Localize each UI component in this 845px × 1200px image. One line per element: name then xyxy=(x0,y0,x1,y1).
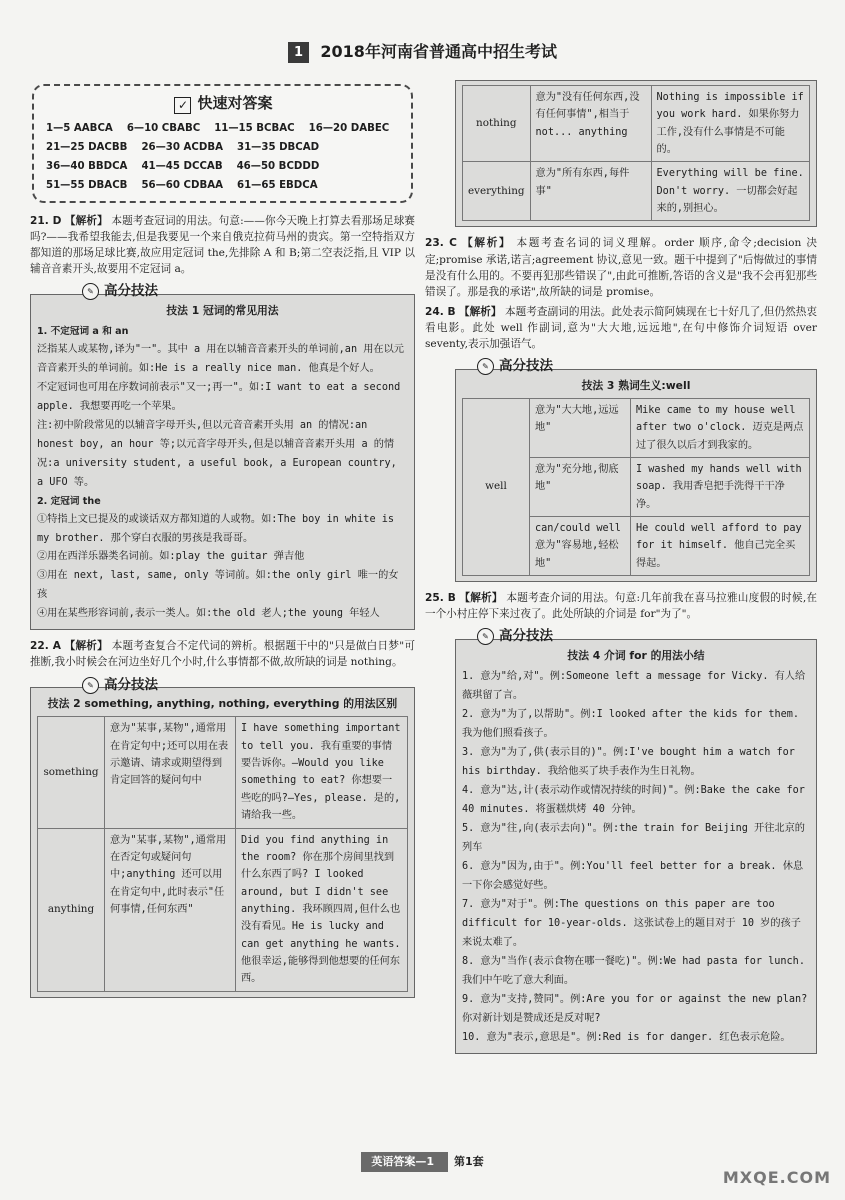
checkmark-icon: ✓ xyxy=(174,97,191,114)
pencil-icon: ✎ xyxy=(82,677,99,694)
table-cell-word: everything xyxy=(463,162,531,221)
quick-answers-box xyxy=(32,84,413,203)
question-24-explanation xyxy=(425,304,817,352)
table-cell-example: I washed my hands well with soap. 我用香皂把手洗得干干净净。 xyxy=(631,458,810,517)
answer-group: 11—15 BCBAC xyxy=(214,122,295,134)
table-cell-example: Mike came to my house well after two o'clock. 迈克是两点过了很久以后才到我家的。 xyxy=(631,398,810,457)
table-cell-meaning: can/could well 意为"容易地,轻松地" xyxy=(530,517,631,576)
answer-row xyxy=(46,176,401,195)
table-row xyxy=(463,162,810,221)
tip-heading-text: 高分技法 xyxy=(104,283,158,300)
question-number: 22. A xyxy=(30,640,61,653)
footer-section-label: 英语答案—1 xyxy=(361,1152,448,1172)
answer-group: 16—20 DABEC xyxy=(308,122,390,134)
analysis-label: 【解析】 xyxy=(462,237,512,250)
tip-2-table-continued xyxy=(455,80,817,227)
analysis-label: 【解析】 xyxy=(64,214,108,227)
tip-heading xyxy=(477,626,817,647)
analysis-text: 本题考查冠词的用法。句意:——你今天晚上打算去看那场足球赛吗?——我希望我能去,但是我要见一个来自俄克拉荷马州的贵宾。第一空特指双方都知道的那场足球比赛,故应用定冠词 the,先排除 A 和 B;第二空表泛指,且 VIP 以辅音音素开头,故要用不定冠词 a。 xyxy=(30,214,416,276)
tip-3-table xyxy=(462,398,810,576)
tip-heading-text: 高分技法 xyxy=(499,358,553,375)
table-cell-example: Nothing is impossible if you work hard. 如果你努力工作,没有什么事情是不可能的。 xyxy=(651,86,809,162)
tip-4-line: 5. 意为"往,向(表示去向)"。例:the train for Beijing 开往北京的列车 xyxy=(462,822,805,853)
question-22-explanation xyxy=(30,638,415,670)
tip-4-line: 10. 意为"表示,意思是"。例:Red is for danger. 红色表示危险。 xyxy=(462,1031,791,1043)
table-cell-example: Did you find anything in the room? 你在那个房间里找到什么东西了吗? I looked around, but I didn't see anything. 我环顾四周,但什么也没有看见。He is lucky and can get anything he wants. 他很幸运,能够得到他想要的任何东西。 xyxy=(236,828,408,991)
analysis-text: 本题考查复合不定代词的辨析。根据题干中的"只是做白日梦"可推断,我小时候会在河边坐好几个小时,什么事情都不做,故所缺的词是 nothing。 xyxy=(30,640,416,669)
answer-group: 26—30 ACDBA xyxy=(141,141,223,153)
question-number: 24. B xyxy=(425,305,456,318)
tip-4-line: 6. 意为"因为,由于"。例:You'll feel better for a break. 休息一下你会感觉好些。 xyxy=(462,860,804,891)
answer-group: 56—60 CDBAA xyxy=(141,179,223,191)
table-cell-example: Everything will be fine. Don't worry. 一切都会好起来的,别担心。 xyxy=(651,162,809,221)
tip-1-line: ③用在 next, last, same, only 等词前。如:the only girl 唯一的女孩 xyxy=(37,570,399,601)
question-number: 23. C xyxy=(425,237,457,250)
page-header xyxy=(0,40,845,70)
answer-group: 41—45 DCCAB xyxy=(141,160,223,172)
tip-1-body xyxy=(37,323,408,624)
tip-1-title: 技法 1 冠词的常见用法 xyxy=(166,303,279,317)
table-cell-word: something xyxy=(38,717,105,828)
tip-4-body xyxy=(462,668,810,1047)
answer-group: 1—5 AABCA xyxy=(46,122,113,134)
tip-2-box xyxy=(30,687,415,998)
table-cell-meaning: 意为"所有东西,每件事" xyxy=(530,162,651,221)
answer-group: 21—25 DACBB xyxy=(46,141,128,153)
tip-heading-text: 高分技法 xyxy=(499,628,553,645)
table-cell-meaning: 意为"没有任何东西,没有任何事情",相当于 not... anything xyxy=(530,86,651,162)
tip-4-line: 4. 意为"达,计(表示动作或情况持续的时间)"。例:Bake the cake for 40 minutes. 将蛋糕烘烤 40 分钟。 xyxy=(462,785,805,815)
footer-set-number: 第1套 xyxy=(454,1155,484,1168)
table-cell-word: nothing xyxy=(463,86,531,162)
tip-4-line: 1. 意为"给,对"。例:Someone left a message for Vicky. 有人给薇琪留了言。 xyxy=(462,671,806,702)
tip-2-title: 技法 2 something, anything, nothing, everything 的用法区别 xyxy=(47,697,398,711)
analysis-label: 【解析】 xyxy=(459,592,503,605)
tip-1-line: ②用在西洋乐器类名词前。如:play the guitar 弹吉他 xyxy=(37,551,305,563)
table-cell-meaning: 意为"大大地,远远地" xyxy=(530,398,631,457)
tip-4-line: 7. 意为"对于"。例:The questions on this paper are too difficult for 10-year-olds. 这张试卷上的题目对于 10 岁的孩子来说太难了。 xyxy=(462,898,801,948)
table-cell-word: well xyxy=(463,398,530,575)
tip-heading xyxy=(82,281,415,302)
answer-group: 36—40 BBDCA xyxy=(46,160,128,172)
tip-4-line: 9. 意为"支持,赞同"。例:Are you for or against the new plan? 你对新计划是赞成还是反对呢? xyxy=(462,993,808,1024)
quick-answers-title: 快速对答案 xyxy=(197,94,273,112)
table-row xyxy=(38,717,408,828)
tip-2-table xyxy=(37,716,408,991)
tip-4-line: 3. 意为"为了,供(表示目的)"。例:I've bought him a watch for his birthday. 我给他买了块手表作为生日礼物。 xyxy=(462,747,795,778)
table-cell-word: anything xyxy=(38,828,105,991)
table-cell-meaning: 意为"某事,某物",通常用在否定句或疑问句中;anything 还可以用在肯定句中,此时表示"任何事情,任何东西" xyxy=(105,828,236,991)
question-number: 25. B xyxy=(425,592,456,605)
tip-1-subheading: 1. 不定冠词 a 和 an xyxy=(37,326,129,338)
pencil-icon: ✎ xyxy=(477,628,494,645)
answer-group: 31—35 DBCAD xyxy=(237,141,320,153)
tip-1-line: ①特指上文已提及的或谈话双方都知道的人或物。如:The boy in white is my brother. 那个穿白衣服的男孩是我哥哥。 xyxy=(37,513,394,544)
tip-4-title: 技法 4 介词 for 的用法小结 xyxy=(567,648,705,662)
left-column xyxy=(30,80,415,1006)
tip-3-title: 技法 3 熟词生义:well xyxy=(581,378,691,392)
answer-group: 51—55 DBACB xyxy=(46,179,128,191)
table-cell-example: I have something important to tell you. 我有重要的事情要告诉你。—Would you like something to eat? 你想要一些吃的吗?—Yes, please. 是的,请给我一些。 xyxy=(236,717,408,828)
table-cell-meaning: 意为"某事,某物",通常用在肯定句中;还可以用在表示邀请、请求或期望得到肯定回答的疑问句中 xyxy=(105,717,236,828)
table-cell-example: He could well afford to pay for it himself. 他自己完全买得起。 xyxy=(631,517,810,576)
site-watermark: MXQE.COM xyxy=(722,1167,831,1187)
tip-1-line: ④用在某些形容词前,表示一类人。如:the old 老人;the young 年轻人 xyxy=(37,608,380,620)
tip-heading-text: 高分技法 xyxy=(104,676,158,693)
section-number-badge: 1 xyxy=(288,42,309,63)
answer-group: 6—10 CBABC xyxy=(126,122,201,134)
answer-group: 61—65 EBDCA xyxy=(237,179,318,191)
tip-heading xyxy=(477,356,817,377)
tip-3-box xyxy=(455,369,817,583)
tip-4-line: 2. 意为"为了,以帮助"。例:I looked after the kids for them. 我为他们照看孩子。 xyxy=(462,709,800,740)
table-row xyxy=(38,828,408,991)
question-23-explanation xyxy=(425,235,817,299)
analysis-text: 本题考查名词的词义理解。order 顺序,命令;decision 决定;promise 承诺,诺言;agreement 协议,意见一致。题干中提到了"后悔做过的事情是没有什么用的。不要再犯那些错误了",由此可推断,答语的含义是"我不会再犯那些错误了。那是我的承诺",故所缺的词是 promise。 xyxy=(425,237,818,298)
analysis-label: 【解析】 xyxy=(64,640,109,653)
right-column xyxy=(425,80,817,1062)
pencil-icon: ✎ xyxy=(82,283,99,300)
answer-row xyxy=(46,138,401,157)
pencil-icon: ✎ xyxy=(477,358,494,375)
analysis-text: 本题考查介词的用法。句意:几年前我在喜马拉雅山度假的时候,在一个小村庄停下来过夜了。此处所缺的介词是 for"为了"。 xyxy=(425,592,818,621)
tip-1-box xyxy=(30,294,415,631)
tip-heading xyxy=(82,675,415,696)
tip-4-box xyxy=(455,639,817,1054)
answer-row xyxy=(46,157,401,176)
tip-1-subheading: 2. 定冠词 the xyxy=(37,495,101,507)
page-footer xyxy=(0,1152,845,1172)
question-21-explanation xyxy=(30,213,415,277)
answer-row xyxy=(46,119,401,138)
tip-2-table-cont xyxy=(462,85,810,221)
question-number: 21. D xyxy=(30,214,62,227)
tip-1-line: 注:初中阶段常见的以辅音字母开头,但以元音音素开头用 an 的情况:an honest boy, an hour 等;以元音字母开头,但是以辅音音素开头用 a 的情况:a university student, a useful book, a European country, a UFO 等。 xyxy=(37,419,397,488)
page-title: 2018年河南省普通高中招生考试 xyxy=(320,42,557,61)
tip-1-line: 不定冠词也可用在序数词前表示"又一;再一"。如:I want to eat a second apple. 我想要再吃一个苹果。 xyxy=(37,381,401,412)
answer-group: 46—50 BCDDD xyxy=(236,160,320,172)
table-cell-meaning: 意为"充分地,彻底地" xyxy=(530,458,631,517)
quick-answers-heading xyxy=(46,92,401,115)
tip-1-line: 泛指某人或某物,译为"一"。其中 a 用在以辅音音素开头的单词前,an 用在以元音音素开头的单词前。如:He is a really nice man. 他真是个好人。 xyxy=(37,343,404,374)
analysis-label: 【解析】 xyxy=(459,305,502,318)
analysis-text: 本题考查副词的用法。此处表示简阿姨现在七十好几了,但仍然热衷看电影。此处 well 作副词,意为"大大地,远远地",在句中修饰介词短语 over seventy,表示加强语气。 xyxy=(425,305,817,350)
table-row xyxy=(463,398,810,457)
question-25-explanation xyxy=(425,590,817,622)
tip-4-line: 8. 意为"当作(表示食物在哪一餐吃)"。例:We had pasta for lunch. 我们中午吃了意大利面。 xyxy=(462,955,805,986)
table-row xyxy=(463,86,810,162)
